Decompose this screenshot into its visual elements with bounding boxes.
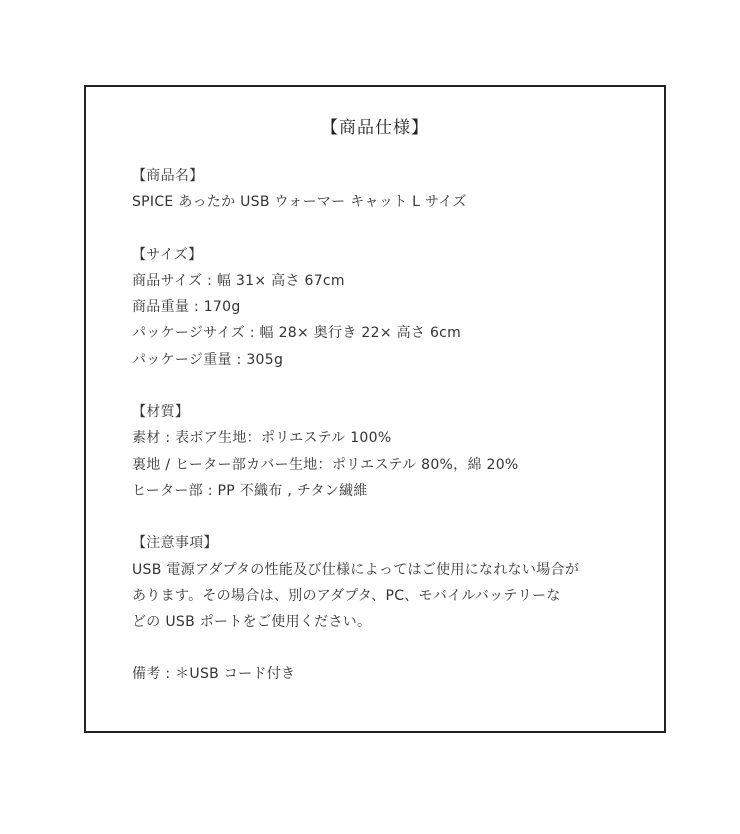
section-heading: 【サイズ】 bbox=[132, 246, 203, 263]
section-heading: 【商品名】 bbox=[132, 168, 204, 184]
spec-box bbox=[84, 85, 666, 733]
remarks-line: 備考 : ＊USB コード付き bbox=[132, 666, 296, 683]
section-product-name bbox=[132, 163, 652, 216]
spec-title: 【商品仕様】 bbox=[321, 118, 429, 138]
section-size bbox=[132, 242, 652, 373]
section-heading: 【材質】 bbox=[132, 404, 190, 421]
section-material bbox=[132, 399, 652, 504]
spec-line: パッケージ重量 : 305g bbox=[132, 351, 284, 368]
section-remarks bbox=[132, 661, 652, 687]
spec-line: 裏地 / ヒーター部カバー生地：ポリエステル 80%，綿 20% bbox=[132, 456, 519, 473]
spec-line: あります。その場合は、別のアダプタ、PC、モバイルバッテリーな bbox=[132, 587, 561, 604]
spec-line: どの USB ポートをご使用ください。 bbox=[132, 614, 372, 631]
spec-line: USB 電源アダプタの性能及び仕様によってはご使用になれない場合が bbox=[132, 561, 580, 578]
spec-line: パッケージサイズ : 幅 28× 奥行き 22× 高さ 6cm bbox=[132, 325, 462, 342]
spec-line: SPICE あったか USB ウォーマー キャット L サイズ bbox=[132, 194, 467, 211]
spec-content bbox=[132, 163, 652, 714]
spec-line: 商品サイズ : 幅 31× 高さ 67cm bbox=[132, 272, 345, 289]
spec-line: 商品重量 : 170g bbox=[132, 299, 241, 316]
section-heading: 【注意事項】 bbox=[132, 535, 218, 552]
section-notes bbox=[132, 530, 652, 635]
spec-line: ヒーター部 : PP 不織布 , チタン繊維 bbox=[132, 482, 368, 499]
spec-line: 素材 : 表ボア生地：ポリエステル 100% bbox=[132, 430, 392, 447]
